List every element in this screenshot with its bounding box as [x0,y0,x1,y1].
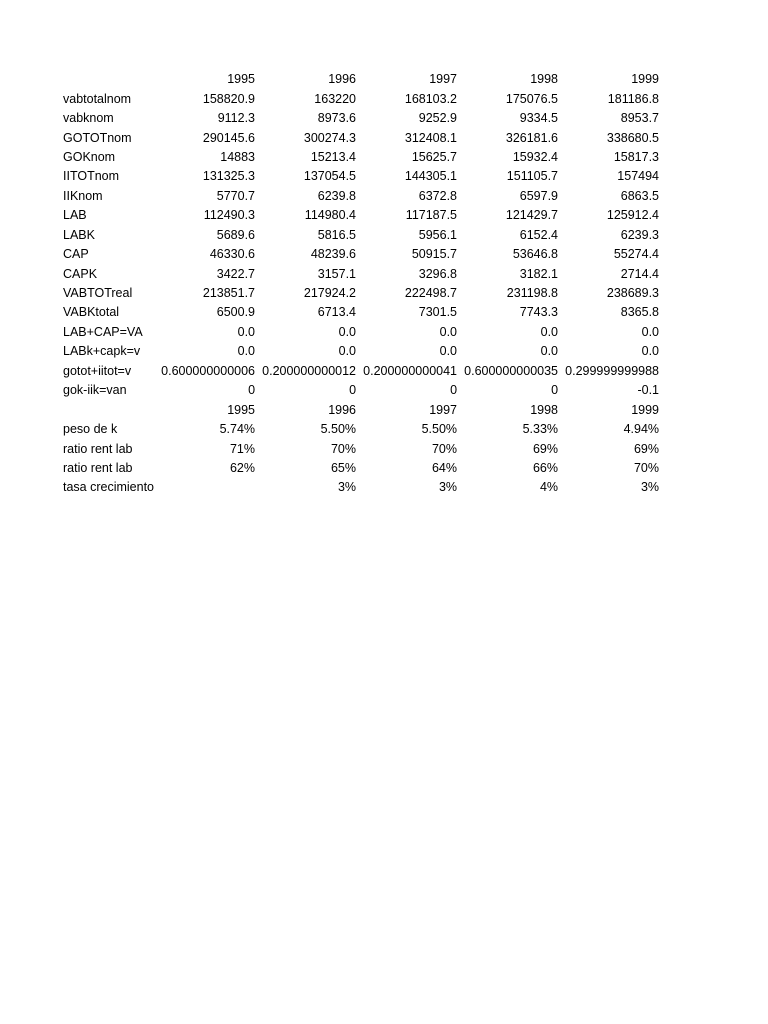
value-cell[interactable]: 0.0 [338,324,357,339]
value-cell[interactable]: 0 [450,383,458,398]
value-cell[interactable]: 8973.6 [317,111,357,126]
row-label-cell[interactable]: CAPK [63,266,98,281]
table-row [63,148,660,167]
value-cell[interactable]: 5816.5 [317,227,357,242]
year-header-row [63,70,660,89]
year-header-cell[interactable]: 1996 [328,72,357,87]
table-row [63,206,660,225]
table-row [63,323,660,342]
value-cell[interactable]: 0.299999999988 [565,363,660,378]
row-label-cell[interactable]: VABTOTreal [63,286,133,301]
table-row [63,128,660,147]
table-row [63,264,660,283]
table-row [63,439,660,458]
value-cell[interactable]: 163220 [314,91,357,106]
value-cell[interactable]: 0 [551,383,559,398]
value-cell[interactable]: 50915.7 [411,247,458,262]
value-cell[interactable]: 9334.5 [519,111,559,126]
value-cell[interactable]: 2714.4 [620,266,660,281]
year-header-cell[interactable]: 1998 [530,72,559,87]
value-cell[interactable]: 15932.4 [512,149,559,164]
row-label-cell[interactable]: gok-iik=van [63,383,127,398]
value-cell[interactable]: 158820.9 [202,91,256,106]
value-cell[interactable]: 338680.5 [606,130,660,145]
value-cell[interactable]: 137054.5 [303,169,357,184]
table-row [63,187,660,206]
value-cell[interactable]: 231198.8 [506,286,559,301]
table-row [63,284,660,303]
row-label-cell[interactable]: vabtotalnom [63,91,132,106]
value-cell[interactable]: 55274.4 [613,247,660,262]
value-cell[interactable]: 15213.4 [310,149,357,164]
value-cell[interactable]: 3296.8 [418,266,458,281]
year-header-cell[interactable]: 1997 [429,72,458,87]
value-cell[interactable]: 6239.8 [317,188,357,203]
table-row [63,226,660,245]
row-label-cell[interactable]: ratio rent lab [63,441,133,456]
value-cell[interactable]: 0.0 [641,344,660,359]
value-cell[interactable]: 8365.8 [620,305,660,320]
second-year-header-row [63,400,660,419]
value-cell[interactable]: 48239.6 [310,247,357,262]
value-cell[interactable]: 3422.7 [216,266,256,281]
value-cell[interactable]: 14883 [220,149,256,164]
value-cell[interactable]: 3157.1 [317,266,357,281]
row-label-cell[interactable]: gotot+iitot=v [63,363,132,378]
value-cell[interactable]: 64% [431,460,458,475]
value-cell[interactable]: 53646.8 [512,247,559,262]
data-table [63,70,660,498]
spreadsheet-page [63,70,660,498]
value-cell[interactable] [155,478,256,497]
value-cell[interactable]: 70% [431,441,458,456]
value-cell[interactable]: 7301.5 [418,305,458,320]
value-cell[interactable]: 6152.4 [519,227,559,242]
row-label-cell[interactable]: CAP [63,247,89,262]
year-header-cell[interactable]: 1995 [227,72,256,87]
year-header-cell[interactable]: 1998 [530,402,559,417]
value-cell[interactable]: 9252.9 [418,111,458,126]
value-cell[interactable]: 3% [640,480,660,495]
value-cell[interactable]: 181186.8 [607,91,660,106]
value-cell[interactable]: 3% [337,480,357,495]
table-row [63,459,660,478]
value-cell[interactable]: 5.50% [421,422,458,437]
table-row [63,478,660,497]
value-cell[interactable]: 312408.1 [404,130,458,145]
value-cell[interactable]: 144305.1 [404,169,458,184]
value-cell[interactable]: 0 [248,383,256,398]
value-cell[interactable]: 0.200000000041 [363,363,458,378]
value-cell[interactable]: 157494 [617,169,660,184]
value-cell[interactable]: 6713.4 [317,305,357,320]
value-cell[interactable]: 70% [633,460,660,475]
value-cell[interactable]: 217924.2 [303,286,357,301]
value-cell[interactable]: 5.33% [522,422,559,437]
value-cell[interactable]: 300274.3 [303,130,357,145]
value-cell[interactable]: 5.74% [219,422,256,437]
row-label-cell[interactable]: ratio rent lab [63,460,133,475]
row-label-cell[interactable]: IIKnom [63,188,103,203]
value-cell[interactable]: 69% [532,441,559,456]
data-table-body [63,70,660,498]
row-label-cell[interactable]: GOKnom [63,149,116,164]
row-label-cell[interactable]: vabknom [63,111,114,126]
value-cell[interactable]: 9112.3 [217,111,256,126]
value-cell[interactable]: 0.0 [439,344,458,359]
year-header-cell[interactable]: 1999 [631,72,660,87]
value-cell[interactable]: 6500.9 [216,305,256,320]
value-cell[interactable]: 3% [438,480,458,495]
value-cell[interactable]: 125912.4 [606,208,660,223]
value-cell[interactable]: 8953.7 [620,111,660,126]
table-row [63,303,660,322]
value-cell[interactable]: 0.0 [540,324,559,339]
value-cell[interactable]: 175076.5 [505,91,559,106]
value-cell[interactable]: 62% [229,460,256,475]
empty-cell[interactable] [63,70,155,89]
value-cell[interactable]: 117187.5 [405,208,458,223]
value-cell[interactable]: 5689.6 [216,227,256,242]
value-cell[interactable]: 7743.3 [519,305,559,320]
value-cell[interactable]: 70% [330,441,357,456]
empty-cell[interactable] [63,400,155,419]
value-cell[interactable]: 168103.2 [404,91,458,106]
value-cell[interactable]: 69% [633,441,660,456]
value-cell[interactable]: 131325.3 [202,169,256,184]
value-cell[interactable]: 46330.6 [209,247,256,262]
table-row [63,420,660,439]
value-cell[interactable]: 66% [532,460,559,475]
row-label-cell[interactable]: IITOTnom [63,169,120,184]
value-cell[interactable]: 0.0 [641,324,660,339]
value-cell[interactable]: 6372.8 [418,188,458,203]
value-cell[interactable]: 71% [229,441,256,456]
row-label-cell[interactable]: GOTOTnom [63,130,132,145]
table-row [63,109,660,128]
row-label-cell[interactable]: LABk+capk=v [63,344,141,359]
value-cell[interactable]: 5.50% [320,422,357,437]
value-cell[interactable]: 4% [539,480,559,495]
year-header-cell[interactable]: 1997 [429,402,458,417]
value-cell[interactable]: 5770.7 [216,188,256,203]
value-cell[interactable]: 0 [349,383,357,398]
value-cell[interactable]: 6597.9 [519,188,559,203]
row-label-cell[interactable]: LAB+CAP=VA [63,324,143,339]
value-cell[interactable]: 121429.7 [505,208,559,223]
value-cell[interactable]: 213851.7 [202,286,256,301]
value-cell[interactable]: 5956.1 [418,227,458,242]
value-cell[interactable]: 0.200000000012 [262,363,357,378]
value-cell[interactable]: 6239.3 [620,227,660,242]
table-row [63,381,660,400]
row-label-cell[interactable]: LAB [63,208,87,223]
row-label-cell[interactable]: tasa crecimiento [63,480,155,495]
value-cell[interactable]: 0.0 [338,344,357,359]
value-cell[interactable]: 222498.7 [404,286,458,301]
year-header-cell[interactable]: 1995 [227,402,256,417]
value-cell[interactable]: 326181.6 [505,130,559,145]
value-cell[interactable]: -0.1 [637,383,660,398]
value-cell[interactable]: 0.0 [237,344,256,359]
value-cell[interactable]: 15625.7 [411,149,458,164]
table-row [63,89,660,108]
value-cell[interactable]: 4.94% [623,422,660,437]
table-row [63,245,660,264]
value-cell[interactable]: 0.0 [439,324,458,339]
row-label-cell[interactable]: LABK [63,227,95,242]
table-row [63,167,660,186]
value-cell[interactable]: 112490.3 [203,208,256,223]
value-cell[interactable]: 3182.1 [519,266,559,281]
value-cell[interactable]: 238689.3 [606,286,660,301]
value-cell[interactable]: 290145.6 [202,130,256,145]
value-cell[interactable]: 15817.3 [613,149,660,164]
value-cell[interactable]: 151105.7 [506,169,559,184]
value-cell[interactable]: 0.0 [237,324,256,339]
row-label-cell[interactable]: peso de k [63,422,118,437]
value-cell[interactable]: 65% [330,460,357,475]
row-label-cell[interactable]: VABKtotal [63,305,120,320]
value-cell[interactable]: 114980.4 [304,208,357,223]
value-cell[interactable]: 0.600000000006 [161,363,256,378]
value-cell[interactable]: 0.600000000035 [464,363,559,378]
value-cell[interactable]: 6863.5 [620,188,660,203]
year-header-cell[interactable]: 1999 [631,402,660,417]
table-row [63,362,660,381]
year-header-cell[interactable]: 1996 [328,402,357,417]
table-row [63,342,660,361]
value-cell[interactable]: 0.0 [540,344,559,359]
